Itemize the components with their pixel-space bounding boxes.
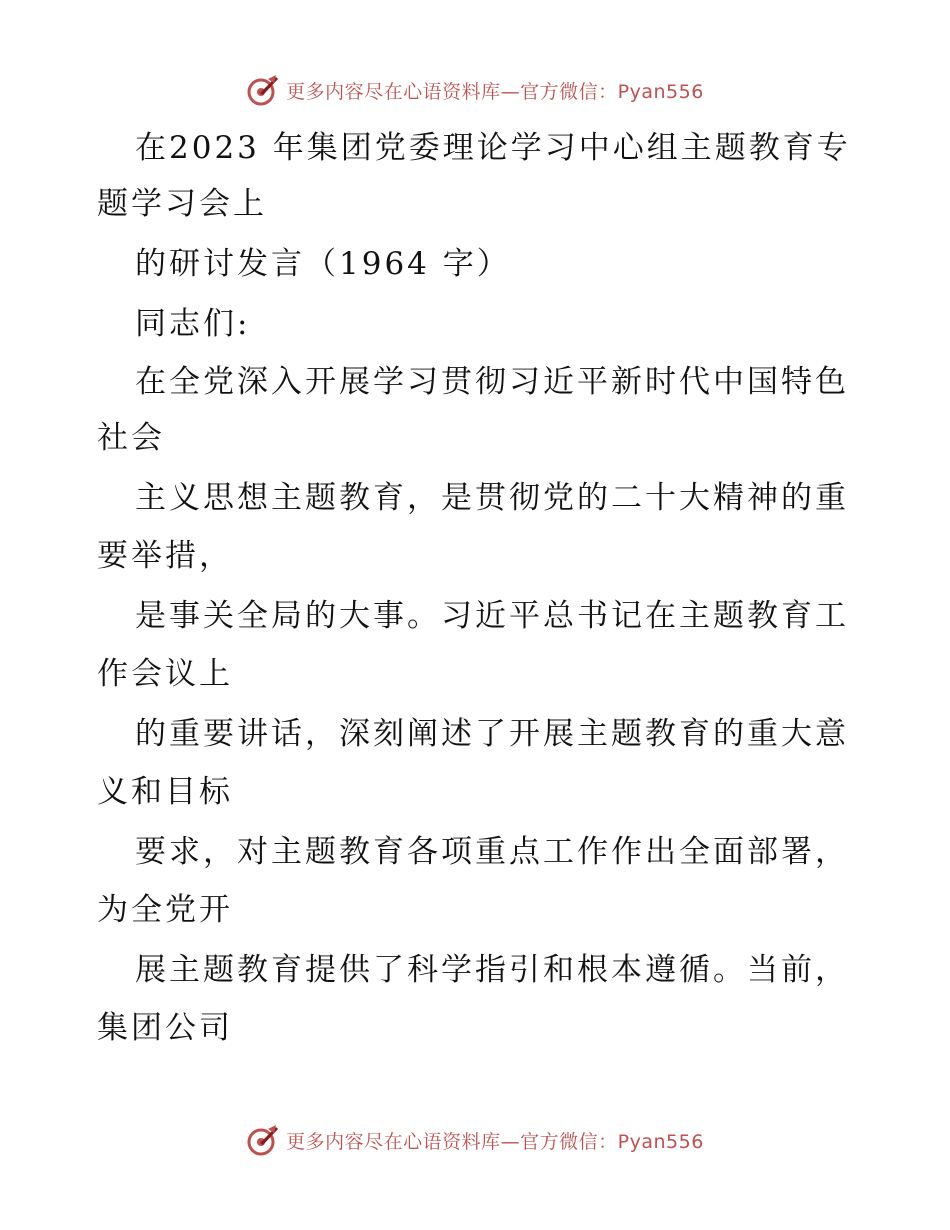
header-banner-text: 更多内容尽在心语资料库—官方微信：Pyan556 [286,80,704,103]
text-line: 集团公司 [97,1010,233,1046]
text-line: 要求，对主题教育各项重点工作作出全面部署， [135,834,849,870]
text-line: 社会 [97,420,165,456]
text-line: 作会议上 [97,656,233,692]
text-line: 题学习会上 [97,186,267,222]
text-line: 为全党开 [97,892,233,928]
text-line: 在2023 年集团党委理论学习中心组主题教育专 [135,130,851,166]
text-line: 义和目标 [97,774,233,810]
text-line: 同志们: [135,306,251,342]
text-line: 在全党深入开展学习贯彻习近平新时代中国特色 [135,364,849,400]
text-line: 是事关全局的大事。习近平总书记在主题教育工 [135,598,849,634]
text-line: 的重要讲话，深刻阐述了开展主题教育的重大意 [135,716,849,752]
text-line: 主义思想主题教育，是贯彻党的二十大精神的重 [135,480,849,516]
header-banner [0,70,950,110]
quill-logo-icon [246,73,280,107]
text-line: 的研讨发言（1964 字） [135,246,511,282]
quill-logo-icon [246,1123,280,1157]
text-line: 展主题教育提供了科学指引和根本遵循。当前， [135,952,849,988]
footer-banner-text: 更多内容尽在心语资料库—官方微信：Pyan556 [286,1130,704,1153]
footer-banner [0,1120,950,1160]
text-line: 要举措， [97,538,233,574]
